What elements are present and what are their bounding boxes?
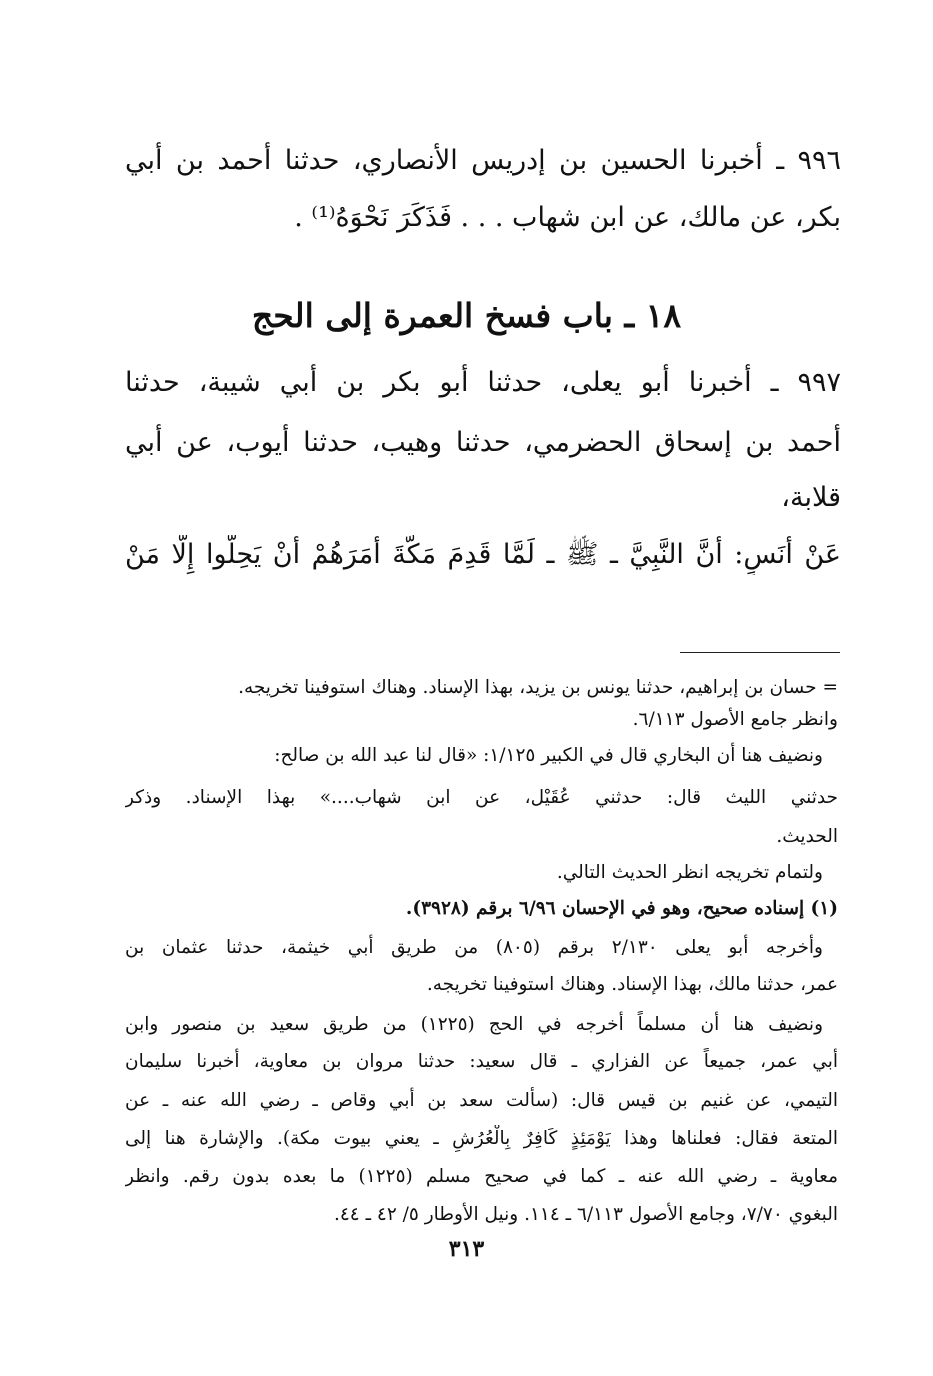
footnote-line: التيمي، عن غنيم بن قيس قال: (سألت سعد بن أبي وقاص ـ رضي الله عنه ـ عن (125, 1090, 838, 1111)
footnote-line: معاوية ـ رضي الله عنه ـ كما في صحيح مسلم (١٢٢٥) ما بعده بدون رقم. وانظر (125, 1166, 838, 1187)
footnote-line: الحديث. (776, 826, 838, 847)
hadith-996-line-2: بكر، عن مالك، عن ابن شهاب . . . فَذَكَرَ نَحْوَهُ⁽¹⁾ . (294, 202, 841, 233)
footnote-line: ولتمام تخريجه انظر الحديث التالي. (556, 862, 823, 883)
hadith-997-line-4: عَنْ أَنَسٍ: أَنَّ النَّبِيَّ ـ ﷺ ـ لَمَّا قَدِمَ مَكَّةَ أَمَرَهُمْ أَنْ يَحِلُّوا إِلَّا مَنْ (125, 539, 841, 570)
hadith-997-line-3: قلابة، (781, 482, 841, 513)
page-number: ٣١٣ (448, 1236, 485, 1262)
footnote-line: البغوي ٧/٧٠، وجامع الأصول ٦/١١٣ ـ ١١٤. ونيل الأوطار ٥/ ٤٢ ـ ٤٤. (333, 1204, 838, 1225)
footnote-line: أبي عمر، جميعاً عن الفزاري ـ قال سعيد: حدثنا مروان بن معاوية، أخبرنا سليمان (125, 1051, 838, 1072)
footnote-line: عمر، حدثنا مالك، بهذا الإسناد. وهناك استوفينا تخريجه. (426, 974, 838, 995)
footnote-line: = حسان بن إبراهيم، حدثنا يونس بن يزيد، بهذا الإسناد. وهناك استوفينا تخريجه. (238, 677, 838, 698)
chapter-heading: ١٨ ـ باب فسخ العمرة إلى الحج (251, 296, 682, 335)
footnote-separator (680, 652, 840, 653)
footnote-line: ونضيف هنا أن البخاري قال في الكبير ١/١٢٥: «قال لنا عبد الله بن صالح: (274, 745, 823, 766)
hadith-997-line-2: أحمد بن إسحاق الحضرمي، حدثنا وهيب، حدثنا أيوب، عن أبي (125, 427, 841, 458)
footnote-line: المتعة فقال: فعلناها وهذا يَوْمَئِذٍ كَافِرٌ بِالْعُرُشِ ـ يعني بيوت مكة). والإشارة هنا إلى (125, 1128, 838, 1149)
hadith-997-line-1: ٩٩٧ ـ أخبرنا أبو يعلى، حدثنا أبو بكر بن أبي شيبة، حدثنا (125, 367, 841, 398)
footnote-line: حدثني الليث قال: حدثني عُقَيْل، عن ابن شهاب....» بهذا الإسناد. وذكر (125, 787, 838, 808)
footnote-line: وأخرجه أبو يعلى ٢/١٣٠ برقم (٨٠٥) من طريق أبي خيثمة، حدثنا عثمان بن (125, 937, 823, 958)
footnote-line: (١) إسناده صحيح، وهو في الإحسان ٦/٩٦ برقم (٣٩٢٨). (405, 898, 838, 919)
footnote-line: وانظر جامع الأصول ٦/١١٣. (632, 709, 838, 730)
footnote-line: ونضيف هنا أن مسلماً أخرجه في الحج (١٢٢٥) من طريق سعيد بن منصور وابن (125, 1014, 823, 1035)
hadith-996-line-1: ٩٩٦ ـ أخبرنا الحسين بن إدريس الأنصاري، حدثنا أحمد بن أبي (125, 145, 841, 176)
